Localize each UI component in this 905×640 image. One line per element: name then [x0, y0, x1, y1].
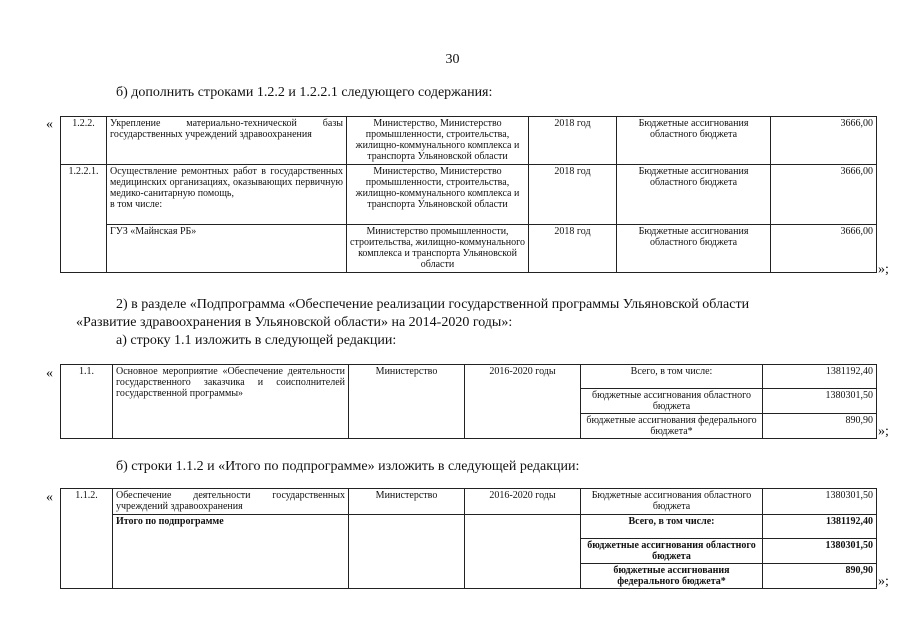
row-executor: Министерство промышленности, строительства, жилищно-коммунального комплекса и транспорта Ульяновской области	[347, 225, 529, 273]
row-name	[107, 165, 347, 225]
row-amount: 1381192,40	[763, 365, 877, 389]
row-period: 2018 год	[529, 225, 617, 273]
row-name: ГУЗ «Майнская РБ»	[107, 225, 347, 273]
row-source: Бюджетные ассигнования областного бюджета	[581, 489, 763, 515]
table-b2	[60, 488, 877, 589]
row-period: 2016-2020 годы	[465, 365, 581, 439]
total-source: Всего, в том числе:	[581, 515, 763, 539]
page-number: 30	[445, 52, 460, 67]
row-period: 2018 год	[529, 165, 617, 225]
total-source: бюджетные ассигнования областного бюджета	[581, 539, 763, 564]
row-amount: 3666,00	[771, 117, 877, 165]
row-name: Основное мероприятие «Обеспечение деятельности государственного заказчика и соисполнителей государственной программы»	[113, 365, 349, 439]
row-amount: 1380301,50	[763, 489, 877, 515]
row-number: 1.1.2.	[61, 489, 113, 515]
row-source: бюджетные ассигнования федерального бюджета*	[581, 414, 763, 439]
close-quote: »;	[878, 262, 889, 277]
total-source: бюджетные ассигнования федерального бюджета*	[581, 564, 763, 589]
row-name: Укрепление материально-технической базы государственных учреждений здравоохранения	[107, 117, 347, 165]
open-quote: «	[46, 366, 53, 381]
total-executor-empty	[349, 515, 465, 589]
close-quote: »;	[878, 574, 889, 589]
close-quote: »;	[878, 424, 889, 439]
section-b1-heading: б) дополнить строками 1.2.2 и 1.2.2.1 следующего содержания:	[116, 85, 493, 100]
section-b2-heading: б) строки 1.1.2 и «Итого по подпрограмме» изложить в следующей редакции:	[116, 459, 580, 474]
total-amount: 1381192,40	[763, 515, 877, 539]
section-2-line1: 2) в разделе «Подпрограмма «Обеспечение реализации государственной программы Ульяновской области	[116, 297, 750, 312]
row-name: Обеспечение деятельности государственных учреждений здравоохранения	[113, 489, 349, 515]
row-source: бюджетные ассигнования областного бюджета	[581, 389, 763, 414]
row-executor: Министерство, Министерство промышленности, строительства, жилищно-коммунального комплекса и транспорта Ульяновской области	[347, 165, 529, 225]
row-source: Бюджетные ассигнования областного бюджета	[617, 225, 771, 273]
table-row	[61, 515, 877, 539]
row-name-sub: в том числе:	[110, 199, 163, 210]
table-a	[60, 364, 877, 439]
row-number	[61, 225, 107, 273]
table-b1	[60, 116, 877, 273]
row-amount: 1380301,50	[763, 389, 877, 414]
open-quote: «	[46, 490, 53, 505]
section-2-sub-a: а) строку 1.1 изложить в следующей редакции:	[116, 333, 397, 348]
row-source: Бюджетные ассигнования областного бюджета	[617, 165, 771, 225]
row-name-text: Осуществление ремонтных работ в государственных медицинских организациях, оказывающих первичную медико-санитарную помощь,	[110, 166, 343, 199]
open-quote: «	[46, 117, 53, 132]
table-row	[61, 165, 877, 225]
total-name: Итого по подпрограмме	[113, 515, 349, 589]
row-number: 1.2.2.1.	[61, 165, 107, 225]
table-row	[61, 489, 877, 515]
row-number-empty	[61, 515, 113, 589]
row-executor: Министерство	[349, 489, 465, 515]
table-row	[61, 117, 877, 165]
row-amount: 3666,00	[771, 225, 877, 273]
row-source: Всего, в том числе:	[581, 365, 763, 389]
row-executor: Министерство	[349, 365, 465, 439]
row-number: 1.1.	[61, 365, 113, 439]
row-number: 1.2.2.	[61, 117, 107, 165]
total-amount: 890,90	[763, 564, 877, 589]
row-period: 2016-2020 годы	[465, 489, 581, 515]
row-source: Бюджетные ассигнования областного бюджета	[617, 117, 771, 165]
section-2-line2: «Развитие здравоохранения в Ульяновской области» на 2014-2020 годы»:	[76, 315, 513, 330]
row-period: 2018 год	[529, 117, 617, 165]
row-amount: 890,90	[763, 414, 877, 439]
table-row	[61, 365, 877, 389]
table-row	[61, 225, 877, 273]
total-period-empty	[465, 515, 581, 589]
row-amount: 3666,00	[771, 165, 877, 225]
total-amount: 1380301,50	[763, 539, 877, 564]
row-executor: Министерство, Министерство промышленности, строительства, жилищно-коммунального комплекса и транспорта Ульяновской области	[347, 117, 529, 165]
